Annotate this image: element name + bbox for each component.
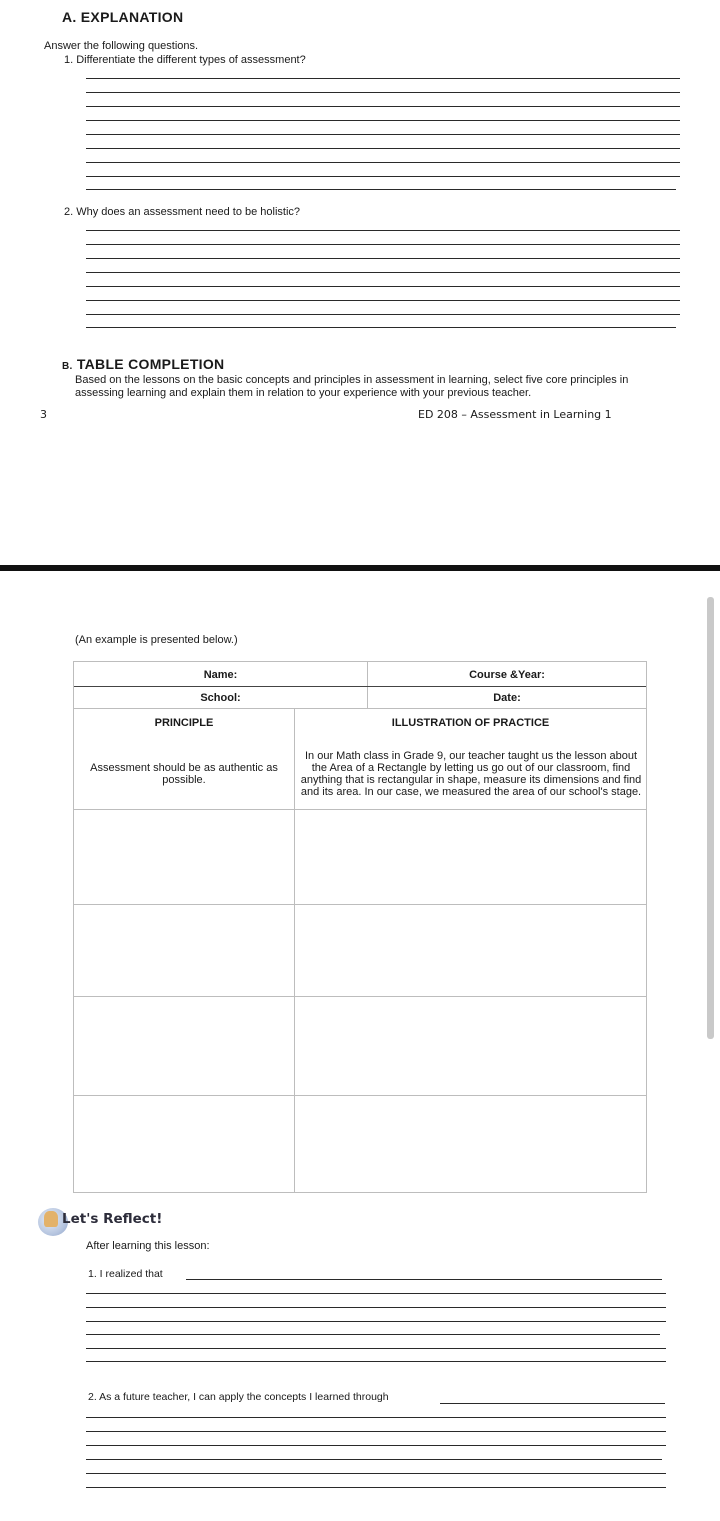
date-label: Date: [493,692,521,704]
principle-cell-empty[interactable] [74,905,294,996]
example-note: (An example is presented below.) [75,634,238,646]
illustration-cell-empty[interactable] [295,1096,646,1192]
section-b-letter: B. [62,361,73,372]
answer-line [86,244,680,245]
answer-line [86,327,676,328]
school-label: School: [200,692,241,704]
answer-line [86,162,680,163]
course-year-label: Course &Year: [469,668,545,681]
page-separator [0,565,720,571]
answer-line [86,286,680,287]
principle-cell-empty[interactable] [74,1096,294,1192]
instruction-text: Answer the following questions. [44,40,199,52]
answer-line [86,1417,666,1418]
answer-line [86,1307,666,1308]
grid-line [74,686,646,687]
answer-line [86,1473,666,1474]
answer-line [86,106,680,107]
answer-line [86,78,680,79]
page-number: 3 [40,408,47,421]
answer-line [86,1321,666,1322]
reflect-title: Let's Reflect! [62,1211,163,1227]
example-illustration: In our Math class in Grade 9, our teacher taught us the lesson about the Area of a Rectangle by letting us go out of our classroom, find anything that is rectangular in shape, measure its dimensions and find and its area. In our case, we measured the area of our school's stage. [300,750,642,798]
reflect-item-1: 1. I realized that [88,1268,163,1280]
answer-line [86,134,680,135]
reflect-intro: After learning this lesson: [86,1240,210,1252]
answer-line [440,1403,665,1404]
answer-line [186,1279,662,1280]
answer-line [86,1445,666,1446]
illustration-cell-empty[interactable] [295,905,646,996]
principles-table [73,661,647,1193]
principle-cell-empty[interactable] [74,810,294,904]
answer-line [86,1334,660,1335]
principle-cell-empty[interactable] [74,997,294,1095]
answer-line [86,1459,662,1460]
answer-line [86,1293,666,1294]
question-2: 2. Why does an assessment need to be holistic? [64,206,301,218]
section-b-description-1: Based on the lessons on the basic concepts and principles in assessment in learning, select five core principles in [75,374,629,386]
answer-line [86,272,680,273]
answer-line [86,148,680,149]
answer-line [86,1431,666,1432]
answer-line [86,1361,666,1362]
illustration-cell-empty[interactable] [295,997,646,1095]
answer-line [86,1487,666,1488]
name-label: Name: [203,668,238,681]
illustration-cell-empty[interactable] [295,810,646,904]
course-footer: ED 208 – Assessment in Learning 1 [418,408,612,421]
col-illustration: ILLUSTRATION OF PRACTICE [391,717,550,729]
col-principle: PRINCIPLE [154,717,214,729]
answer-line [86,176,680,177]
section-b-title: TABLE COMPLETION [76,356,225,372]
answer-line [86,314,680,315]
answer-line [86,258,680,259]
reflect-item-2: 2. As a future teacher, I can apply the concepts I learned through [88,1391,389,1403]
answer-line [86,1348,666,1349]
answer-line [86,120,680,121]
answer-line [86,92,680,93]
section-b-heading [62,356,224,372]
question-1: 1. Differentiate the different types of assessment? [64,54,306,66]
answer-line [86,230,680,231]
example-principle: Assessment should be as authentic as possible. [90,762,278,786]
grid-line [74,708,646,709]
answer-line [86,189,676,190]
section-b-description-2: assessing learning and explain them in relation to your experience with your previous teacher. [75,387,532,399]
answer-line [86,300,680,301]
scrollbar[interactable] [707,597,714,1039]
section-a-heading: A. EXPLANATION [62,9,184,25]
